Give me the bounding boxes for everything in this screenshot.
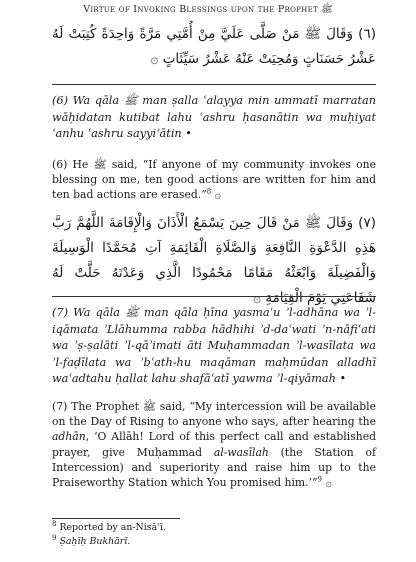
footnote-text: Ṣaḥīḥ Bukhārī.	[59, 536, 131, 547]
hadith-6-arabic: (٦) وَقَالَ ﷺ مَنْ صَلَّى عَلَيَّ مِنْ أُمَّتِي مَرَّةً وَاحِدَةً كُتِبَتْ لَهُ عَشْرُ حَسَنَاتٍ وَمُحِيَتْ عَنْهُ عَشْرُ سَيِّئَاتٍ ۞	[52, 26, 376, 67]
divider-rule	[52, 296, 376, 297]
translation-term-wasilah: al-wasīlah	[213, 445, 269, 459]
footnote-text: Reported by an-Nisāʾī.	[59, 522, 167, 533]
translation-text: (7) The Prophet ﷺ said, “My intercession will be available on the Day of Rising to anyone who says, after hearing the	[52, 400, 376, 429]
footnote-number: 8	[52, 519, 57, 528]
footnote-ref-8: 8	[206, 187, 212, 196]
running-head: Virtue of Invoking Blessings upon the Prophet ﷺ	[83, 4, 333, 15]
hadith-7-arabic: (٧) وَقَالَ ﷺ مَنْ قَالَ حِينَ يَسْمَعُ الْأَذَانَ وَالْإِقَامَةَ اللَّهُمَّ رَبَّ هَذِهِ الدَّعْوَةِ النَّافِعَةِ وَالصَّلَاةِ الْقَائِمَةِ آتِ مُحَمَّدًا الْوَسِيلَةَ وَالْفَضِيلَةَ وَابْعَثْهُ مَقَامًا مَحْمُودًا الَّذِي وَعَدْتَهُ حَلَّتْ لَهُ شَفَاعَتِي يَوْمَ الْقِيَامَةِ ۞	[52, 215, 376, 306]
footnote-9	[52, 533, 131, 548]
ornament-icon: ۞	[211, 188, 221, 202]
footnote-rule	[52, 518, 180, 519]
footnote-ref-9: 9	[317, 475, 323, 484]
hadith-6-translation-text: (6) He ﷺ said, “If anyone of my community invokes one blessing on me, ten good actions are written for him and ten bad actions are erased.”	[52, 158, 376, 202]
translation-text: (the Station of Intercession) and superiority and raise him up to the Praiseworthy Station which You promised him.’”	[52, 445, 377, 490]
footnote-8	[52, 519, 167, 534]
divider-rule	[52, 84, 376, 85]
translation-text: , ‘O Allāh! Lord of this perfect call and established prayer, give Muḥammad	[52, 430, 376, 459]
hadith-7-transliteration: (7) Wa qāla ﷺ man qāla ḥīna yasmaʿu ʾl-adhāna wa ʾl-iqāmata ʾLlāhumma rabba hādhihi ʾd-daʿwati ʾn-nāfiʿati wa ʾṣ-ṣalāti ʾl-qāʾimati āti Muḥammadan ʾl-wasīlata wa ʾl-faḍīlata wa ʾbʿath-hu maqāman maḥmūdan alladhī waʿadtahu ḥallat lahu shafāʿatī yawma ʾl-qiyāmah •	[52, 306, 376, 385]
footnote-number: 9	[52, 533, 57, 542]
translation-term-adhan: adhān	[52, 430, 86, 444]
hadith-6-translation	[52, 157, 376, 203]
ornament-icon: ۞	[322, 476, 332, 490]
hadith-6-transliteration: (6) Wa qāla ﷺ man ṣalla ʿalayya min ummatī marratan wāḥidatan kutibat lahu ʿashru ḥasanātin wa muḥiyat ʿanhu ʿashru sayyiʾātin •	[52, 94, 376, 140]
hadith-7-translation	[52, 399, 376, 490]
